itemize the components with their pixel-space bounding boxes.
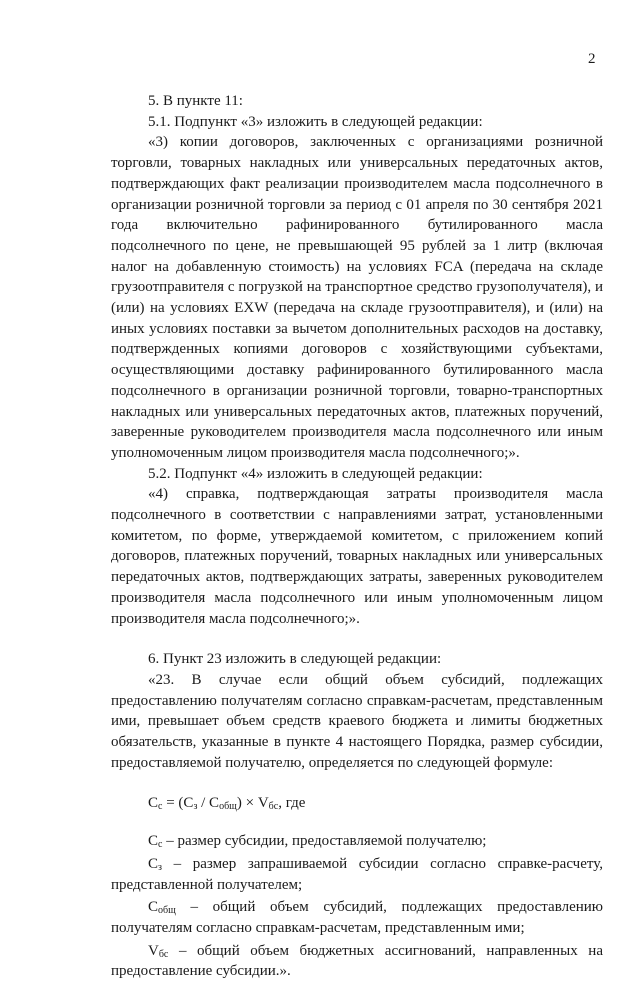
definition-symbol-sub: бс xyxy=(158,948,169,960)
definition-symbol-sub: общ xyxy=(158,905,176,917)
definition-vbs xyxy=(111,941,603,982)
formula-slash: / С xyxy=(197,794,220,811)
definition-text: – общий объем бюджетных ассигнований, направленных на предоставление субсидии.». xyxy=(111,942,603,980)
paragraph-item-23-text: «23. В случае если общий объем субсидий, подлежащих предоставлению получателям согласно справкам-расчетам, представленным ими, превышает объем средств краевого бюджета и лимиты бюджетных обязательств, указанные в пункте 4 настоящего Порядка, размер субсидии, предоставляемой получателю, определяется по следующей формуле: xyxy=(111,671,603,771)
definition-cobsh xyxy=(111,897,603,938)
paragraph-subitem-5-2: 5.2. Подпункт «4» изложить в следующей редакции: xyxy=(148,465,483,482)
definition-cs xyxy=(111,831,603,852)
definition-text: – размер субсидии, предоставляемой получателю; xyxy=(162,833,487,850)
formula-mid: ) × V xyxy=(236,794,269,811)
document-body xyxy=(111,91,603,982)
definition-text: – размер запрашиваемой субсидии согласно справке-расчету, представленной получателем; xyxy=(111,855,603,893)
subsidy-formula xyxy=(111,793,603,814)
formula-term3-sub: бс xyxy=(268,800,279,812)
formula-lhs-sub: с xyxy=(158,800,163,812)
paragraph-subitem-4-text: «4) справка, подтверждающая затраты производителя масла подсолнечного в соответствии с направлениями затрат, установленными комитетом, по форме, утверждаемой комитетом, с приложением копий договоров, платежных поручений, товарных накладных или универсальных передаточных актов, подтверждающих затраты, заверенных руководителем производителя масла подсолнечного или иным уполномоченным лицом производителя масла подсолнечного;». xyxy=(111,486,603,627)
paragraph-item-5: 5. В пункте 11: xyxy=(148,93,243,109)
definition-symbol-sub: з xyxy=(158,861,162,873)
formula-tail: , где xyxy=(278,794,306,811)
page-number: 2 xyxy=(588,51,596,67)
definition-text: – общий объем субсидий, подлежащих предоставлению получателям согласно справкам-расчетам, представленным ими; xyxy=(111,899,603,937)
paragraph-subitem-3-text: «3) копии договоров, заключенных с организациями розничной торговли, товарных накладных или универсальных передаточных актов, подтверждающих факт реализации производителем масла подсолнечного в организации розничной торговли за период с 01 апреля по 30 сентября 2021 года включительно рафинированного бутилированного масла подсолнечного по цене, не превышающей 95 рублей за 1 литр (включая налог на добавленную стоимость) на условиях FCA (передача на складе грузоотправителя с погрузкой на транспортное средство грузополучателя), и (или) на условиях EXW (передача на складе грузоотправителя), и (или) на иных условиях поставки за вычетом дополнительных расходов на доставку, подтвержденных копиями договоров с хозяйствующими субъектами, осуществляющими доставку рафинированного бутилированного масла подсолнечного в организации розничной торговли, товарно-транспортных накладных или универсальных передаточных актов, платежных поручений, заверенные руководителем производителя масла подсолнечного или иным уполномоченным лицом производителя масла подсолнечного;». xyxy=(111,134,603,461)
definition-symbol: С xyxy=(148,833,159,850)
definition-symbol: С xyxy=(148,855,159,872)
formula-term1-sub: з xyxy=(193,800,198,812)
definition-symbol-sub: с xyxy=(158,839,163,851)
paragraph-item-6: 6. Пункт 23 изложить в следующей редакции: xyxy=(148,651,442,668)
definition-cz xyxy=(111,854,603,895)
formula-lhs: С xyxy=(148,794,159,811)
definition-symbol: V xyxy=(148,942,159,959)
definition-symbol: С xyxy=(148,899,159,916)
paragraph-subitem-5-1: 5.1. Подпункт «3» изложить в следующей редакции: xyxy=(148,113,483,130)
formula-open: = (С xyxy=(162,794,194,811)
formula-term2-sub: общ xyxy=(219,800,237,812)
